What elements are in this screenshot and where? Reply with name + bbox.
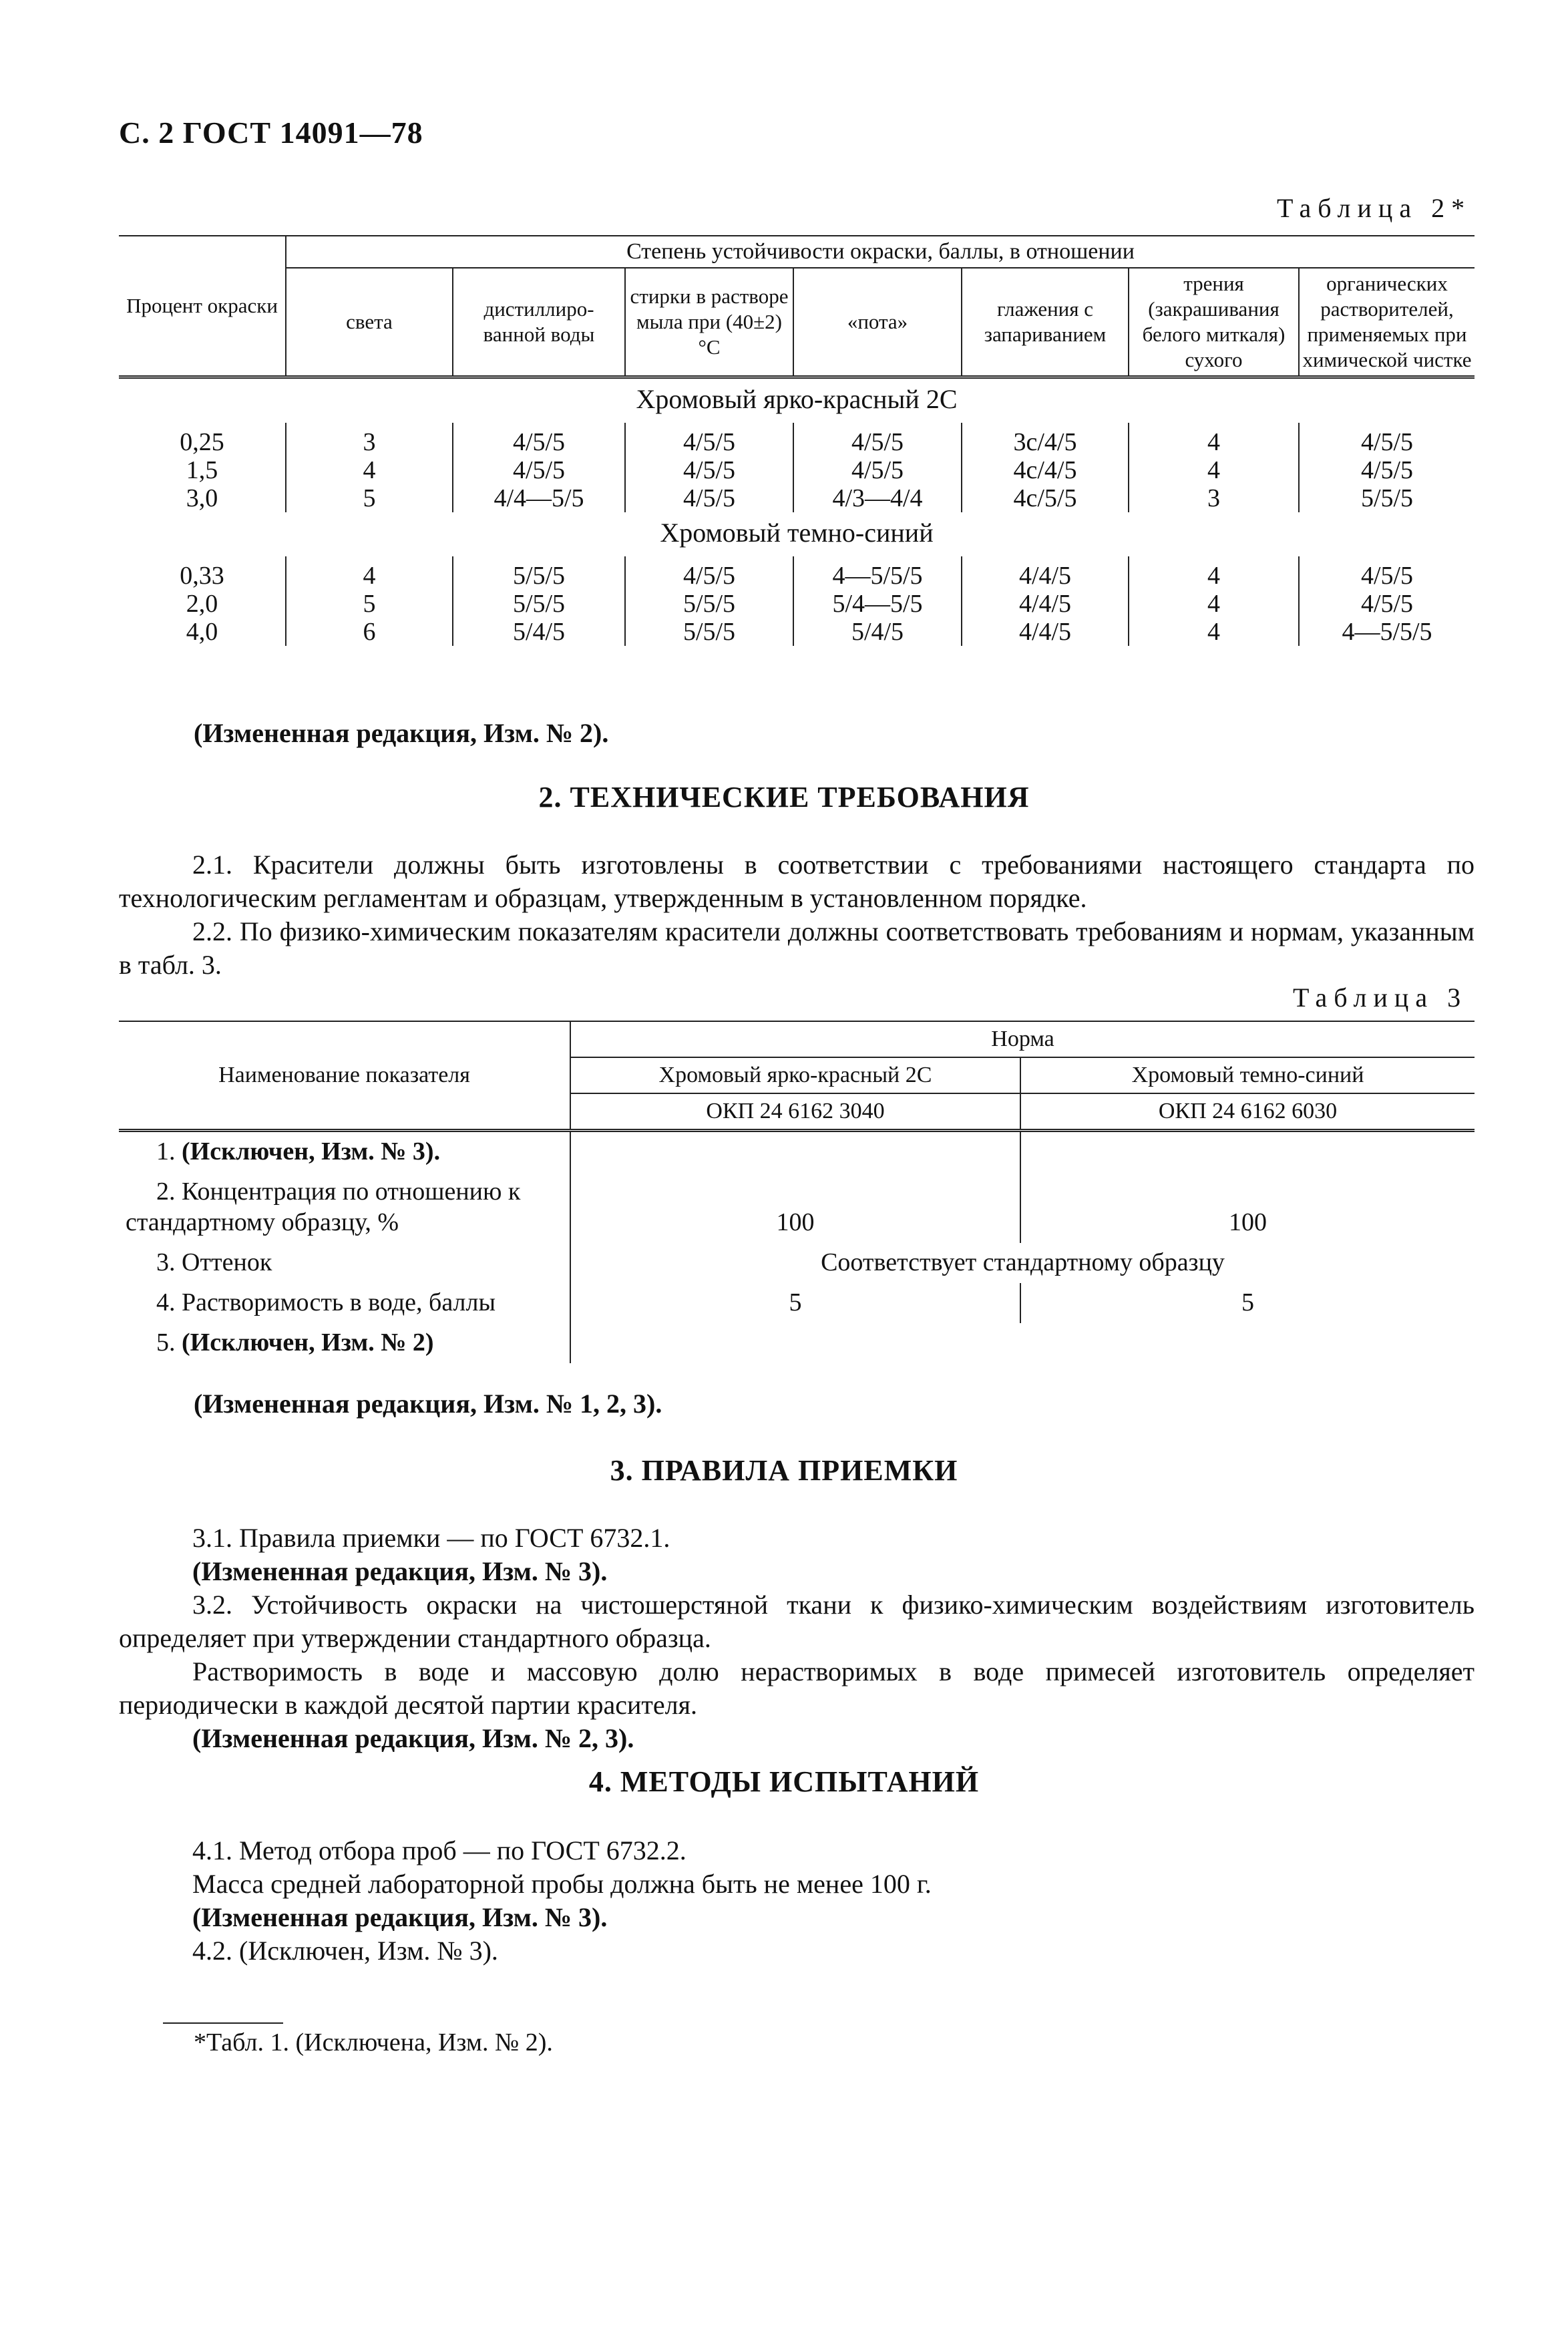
footnote-separator — [163, 2022, 283, 2024]
table-row — [119, 590, 1475, 618]
cell: 4/5/5 — [1299, 556, 1475, 590]
t2-col-percent: Процент окраски — [119, 236, 286, 377]
cell: 5/5/5 — [625, 590, 793, 618]
paragraph-3-1: 3.1. Правила приемки — по ГОСТ 6732.1. — [192, 1523, 670, 1553]
t3-row-name: 1. (Исключен, Изм. № 3). — [156, 1137, 441, 1166]
amendment-note: (Измененная редакция, Изм. № 3). — [192, 1556, 608, 1586]
cell: 3с/4/5 — [962, 423, 1129, 456]
cell — [1020, 1323, 1475, 1363]
cell — [570, 1323, 1020, 1363]
table-row — [119, 1131, 1475, 1173]
cell: 5/4/5 — [453, 618, 625, 646]
t2-col-solvents: органических растворителей, применяемых при химической чистке — [1299, 268, 1475, 377]
amendment-note: (Измененная редакция, Изм. № 2). — [194, 718, 609, 748]
footnote: *Табл. 1. (Исключена, Изм. № 2). — [194, 2028, 553, 2056]
t2-group-title: Хромовый ярко-красный 2С — [636, 384, 958, 414]
t3-row-name: 2. Концентрация по отношению к стандартному образцу, % — [126, 1178, 521, 1236]
cell: 3 — [286, 423, 453, 456]
cell: 4 — [286, 456, 453, 484]
table-row — [119, 1243, 1475, 1283]
amendment-note: (Измененная редакция, Изм. № 1, 2, 3). — [194, 1389, 662, 1419]
t3-okp2: ОКП 24 6162 6030 — [1020, 1093, 1475, 1131]
t2-col-water: дистиллиро- ванной воды — [453, 268, 625, 377]
table-row — [119, 1323, 1475, 1363]
t2-col-wash: стирки в растворе мыла при (40±2) °С — [625, 268, 793, 377]
cell: 4 — [286, 556, 453, 590]
cell: 4/5/5 — [453, 423, 625, 456]
cell: 4,0 — [186, 618, 218, 646]
section-2-title: 2. ТЕХНИЧЕСКИЕ ТРЕБОВАНИЯ — [538, 781, 1030, 814]
amendment-note: (Измененная редакция, Изм. № 3). — [192, 1902, 608, 1932]
cell: 6 — [286, 618, 453, 646]
cell: 4—5/5/5 — [1299, 618, 1475, 646]
table3 — [119, 1021, 1475, 1363]
cell: 4/5/5 — [625, 423, 793, 456]
cell: 0,25 — [180, 428, 224, 456]
cell: 5 — [286, 590, 453, 618]
cell: 4/4/5 — [962, 590, 1129, 618]
paragraph-4-1b: Масса средней лабораторной пробы должна быть не менее 100 г. — [192, 1869, 932, 1899]
section-2-text — [119, 848, 1475, 982]
cell: 4/3—4/4 — [793, 484, 962, 512]
t3-col-name: Наименование показателя — [119, 1021, 570, 1131]
section-3-title: 3. ПРАВИЛА ПРИЕМКИ — [610, 1454, 958, 1487]
cell: 4/5/5 — [793, 423, 962, 456]
cell: 4 — [1129, 423, 1299, 456]
cell: 5 — [1020, 1283, 1475, 1323]
table3-caption: Таблица 3 — [1293, 982, 1468, 1013]
t2-group-header: Степень устойчивости окраски, баллы, в отношении — [286, 236, 1475, 268]
t2-col-rubbing: трения (закрашивания белого миткаля) сухого — [1129, 268, 1299, 377]
t2-group-title: Хромовый темно-синий — [660, 518, 934, 548]
cell: 5 — [570, 1283, 1020, 1323]
t2-col-ironing: глажения с запариванием — [962, 268, 1129, 377]
t2-col-sweat: «пота» — [793, 268, 962, 377]
amendment-note: (Измененная редакция, Изм. № 2, 3). — [192, 1723, 634, 1753]
cell: 3,0 — [186, 484, 218, 512]
cell — [1020, 1131, 1475, 1173]
cell: 3 — [1129, 484, 1299, 512]
table-row — [119, 618, 1475, 646]
cell: 4с/5/5 — [962, 484, 1129, 512]
table2 — [119, 235, 1475, 646]
cell: 5 — [286, 484, 453, 512]
cell: 4/5/5 — [1299, 590, 1475, 618]
cell: 4с/4/5 — [962, 456, 1129, 484]
t3-row-name: 3. Оттенок — [156, 1248, 272, 1276]
table-row — [119, 556, 1475, 590]
paragraph-3-3: Растворимость в воде и массовую долю нерастворимых в воде примесей изготовитель определяет периодически в каждой десятой партии красителя. — [119, 1656, 1475, 1720]
cell: 4/5/5 — [625, 456, 793, 484]
section-4-title: 4. МЕТОДЫ ИСПЫТАНИЙ — [588, 1765, 980, 1798]
table-row — [119, 423, 1475, 456]
t3-dye1-header: Хромовый ярко-красный 2С — [570, 1057, 1020, 1093]
cell: 4/4/5 — [962, 618, 1129, 646]
cell: 100 — [570, 1172, 1020, 1243]
t3-row-name: 4. Растворимость в воде, баллы — [156, 1288, 496, 1316]
cell: 2,0 — [186, 590, 218, 618]
cell: 4 — [1129, 556, 1299, 590]
table-row — [119, 1172, 1475, 1243]
paragraph-3-2: 3.2. Устойчивость окраски на чистошерстяной ткани к физико-химическим воздействиям изготовитель определяет при утверждении стандартного образца. — [119, 1590, 1475, 1653]
cell: 4/5/5 — [1299, 423, 1475, 456]
cell: 4/5/5 — [453, 456, 625, 484]
cell: 4 — [1129, 618, 1299, 646]
paragraph-4-2: 4.2. (Исключен, Изм. № 3). — [192, 1936, 498, 1966]
cell: 100 — [1020, 1172, 1475, 1243]
cell: 5/4/5 — [793, 618, 962, 646]
t3-okp1: ОКП 24 6162 3040 — [570, 1093, 1020, 1131]
table-row — [119, 484, 1475, 512]
t3-dye2-header: Хромовый темно-синий — [1020, 1057, 1475, 1093]
table-row — [119, 1283, 1475, 1323]
paragraph-2-2: 2.2. По физико-химическим показателям красители должны соответствовать требованиям и нормам, указанным в табл. 3. — [119, 916, 1475, 980]
cell: 5/5/5 — [625, 618, 793, 646]
cell: 4/4/5 — [962, 556, 1129, 590]
t3-row-name: 5. (Исключен, Изм. № 2) — [156, 1328, 434, 1357]
cell — [570, 1131, 1020, 1173]
t3-norm-header: Норма — [570, 1021, 1475, 1057]
table-row — [119, 456, 1475, 484]
cell: 4/5/5 — [625, 484, 793, 512]
section-3-text — [119, 1522, 1475, 1755]
table2-caption: Таблица 2* — [1277, 193, 1472, 223]
cell: 1,5 — [186, 456, 218, 484]
cell: 4 — [1129, 456, 1299, 484]
section-4-text — [119, 1834, 1475, 1968]
cell: 5/4—5/5 — [793, 590, 962, 618]
cell: 4 — [1129, 590, 1299, 618]
page-header: С. 2 ГОСТ 14091—78 — [119, 116, 423, 150]
t2-col-light: света — [286, 268, 453, 377]
cell: 0,33 — [180, 562, 224, 590]
cell: 5/5/5 — [453, 590, 625, 618]
paragraph-2-1: 2.1. Красители должны быть изготовлены в соответствии с требованиями настоящего стандарта по технологическим регламентам и образцам, утвержденным в установленном порядке. — [119, 850, 1475, 913]
cell: Соответствует стандартному образцу — [570, 1243, 1475, 1283]
cell: 5/5/5 — [453, 556, 625, 590]
cell: 4—5/5/5 — [793, 556, 962, 590]
cell: 4/5/5 — [1299, 456, 1475, 484]
cell: 4/5/5 — [793, 456, 962, 484]
cell: 4/4—5/5 — [453, 484, 625, 512]
cell: 5/5/5 — [1299, 484, 1475, 512]
paragraph-4-1: 4.1. Метод отбора проб — по ГОСТ 6732.2. — [192, 1835, 687, 1865]
cell: 4/5/5 — [625, 556, 793, 590]
